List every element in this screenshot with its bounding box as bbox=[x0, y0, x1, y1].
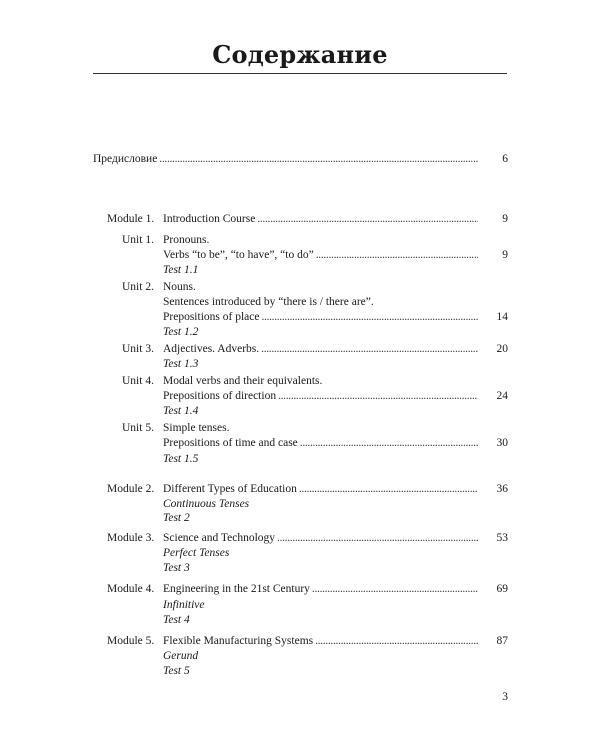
unit-prefix: Unit 1. bbox=[122, 234, 154, 246]
unit-prefix: Unit 5. bbox=[122, 422, 154, 434]
grammar-topic: Gerund bbox=[163, 650, 199, 662]
toc-entry-module-3[interactable] bbox=[163, 531, 478, 546]
toc-label: Science and Technology bbox=[163, 532, 276, 544]
toc-page: 30 bbox=[496, 437, 508, 449]
toc-page: 9 bbox=[502, 249, 508, 261]
toc-page: 69 bbox=[496, 583, 508, 595]
toc-label: Sentences introduced by “there is / there are”. bbox=[163, 296, 374, 308]
unit-prefix: Unit 4. bbox=[122, 375, 154, 387]
page-title: Содержание bbox=[212, 40, 388, 69]
grammar-topic: Continuous Tenses bbox=[163, 498, 250, 510]
toc-label: Prepositions of place bbox=[163, 311, 260, 323]
leader-dots bbox=[300, 436, 478, 451]
leader-dots bbox=[312, 582, 478, 597]
test-label: Test 1.3 bbox=[163, 358, 199, 370]
unit-prefix: Unit 2. bbox=[122, 281, 154, 293]
toc-page: 20 bbox=[496, 343, 508, 355]
module-prefix: Module 5. bbox=[107, 635, 155, 647]
leader-dots bbox=[316, 248, 478, 263]
toc-entry-module-5[interactable] bbox=[163, 634, 478, 649]
toc-entry-preface[interactable] bbox=[93, 152, 478, 167]
toc-page: 14 bbox=[496, 311, 508, 323]
toc-entry-module-1[interactable] bbox=[163, 212, 478, 227]
leader-dots bbox=[261, 342, 478, 357]
toc-page: 87 bbox=[496, 635, 508, 647]
toc-label: Different Types of Education bbox=[163, 483, 297, 495]
test-label: Test 4 bbox=[163, 614, 190, 626]
leader-dots bbox=[159, 152, 478, 167]
toc-entry-module-2[interactable] bbox=[163, 482, 478, 497]
page-number: 3 bbox=[502, 691, 508, 703]
toc-entry-unit-4[interactable] bbox=[163, 389, 478, 404]
module-prefix: Module 1. bbox=[107, 213, 155, 225]
module-prefix: Module 4. bbox=[107, 583, 155, 595]
leader-dots bbox=[315, 634, 478, 649]
toc-label: Prepositions of direction bbox=[163, 390, 277, 402]
leader-dots bbox=[257, 212, 478, 227]
toc-entry-unit-2[interactable] bbox=[163, 310, 478, 325]
leader-dots bbox=[261, 310, 478, 325]
toc-page: 36 bbox=[496, 483, 508, 495]
title-rule bbox=[93, 73, 507, 74]
test-label: Test 1.5 bbox=[163, 453, 199, 465]
toc-label: Pronouns. bbox=[163, 234, 210, 246]
leader-dots bbox=[277, 531, 478, 546]
module-prefix: Module 3. bbox=[107, 532, 155, 544]
toc-label: Verbs “to be”, “to have”, “to do” bbox=[163, 249, 314, 261]
unit-prefix: Unit 3. bbox=[122, 343, 154, 355]
toc-entry-unit-5[interactable] bbox=[163, 436, 478, 451]
test-label: Test 1.1 bbox=[163, 264, 199, 276]
grammar-topic: Infinitive bbox=[163, 599, 205, 611]
toc-label: Flexible Manufacturing Systems bbox=[163, 635, 314, 647]
toc-label: Modal verbs and their equivalents. bbox=[163, 375, 323, 387]
toc-entry-unit-1[interactable] bbox=[163, 248, 478, 263]
toc-label: Simple tenses. bbox=[163, 422, 230, 434]
test-label: Test 5 bbox=[163, 665, 190, 677]
toc-label: Introduction Course bbox=[163, 213, 256, 225]
toc-entry-unit-3[interactable] bbox=[163, 342, 478, 357]
leader-dots bbox=[278, 389, 478, 404]
toc-label: Engineering in the 21st Century bbox=[163, 583, 310, 595]
leader-dots bbox=[299, 482, 478, 497]
toc-label: Adjectives. Adverbs. bbox=[163, 343, 260, 355]
grammar-topic: Perfect Tenses bbox=[163, 547, 230, 559]
test-label: Test 1.4 bbox=[163, 405, 199, 417]
test-label: Test 2 bbox=[163, 512, 190, 524]
toc-label: Предисловие bbox=[93, 153, 158, 165]
toc-page: 6 bbox=[502, 153, 508, 165]
toc-page: 9 bbox=[502, 213, 508, 225]
toc-label: Prepositions of time and case bbox=[163, 437, 298, 449]
toc-label: Nouns. bbox=[163, 281, 196, 293]
toc-page: 24 bbox=[496, 390, 508, 402]
module-prefix: Module 2. bbox=[107, 483, 155, 495]
toc-entry-module-4[interactable] bbox=[163, 582, 478, 597]
test-label: Test 1.2 bbox=[163, 326, 199, 338]
toc-page: 53 bbox=[496, 532, 508, 544]
test-label: Test 3 bbox=[163, 562, 190, 574]
